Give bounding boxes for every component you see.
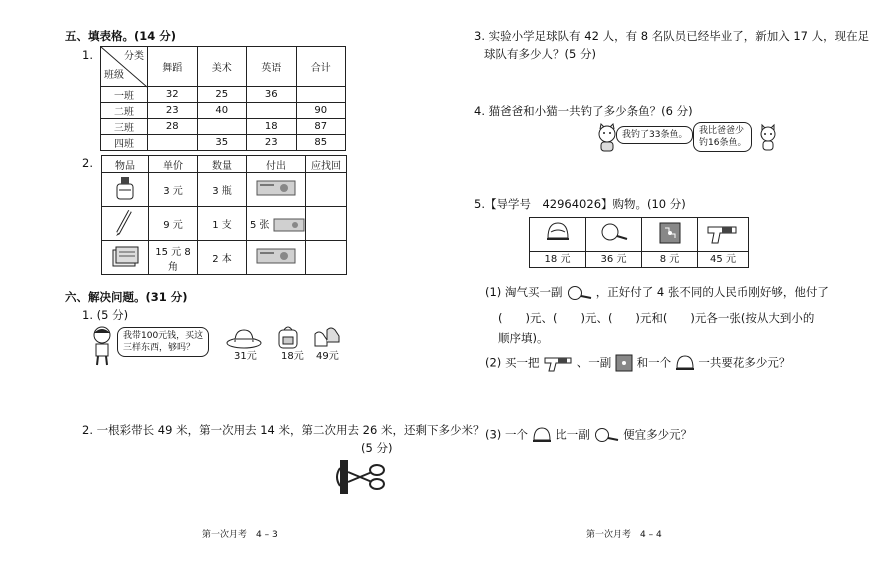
q2-number: 2. (82, 156, 93, 170)
q5-1-line1 (485, 284, 829, 301)
table-row (102, 207, 347, 241)
boy-speech-bubble (117, 327, 209, 357)
notebook-icon (109, 242, 141, 270)
table-header: 数量 (198, 156, 247, 173)
left-footer: 第一次月考 4 – 3 (202, 530, 278, 540)
table-cell: 18 (247, 119, 297, 135)
water-gun-price: 45 元 (698, 252, 749, 268)
q5-3-part-b: 比一副 (555, 427, 590, 442)
puzzle-price: 8 元 (642, 252, 698, 268)
banknote-icon (273, 218, 305, 232)
table-cell (247, 173, 306, 207)
table-row (101, 87, 346, 103)
table-cell: 90 (296, 103, 346, 119)
water-gun-icon (706, 221, 740, 245)
q5-2-part-a: (2) 买一把 (485, 355, 540, 370)
table-cell (197, 119, 247, 135)
backpack-icon (276, 324, 300, 350)
problem2-score: (5 分) (361, 441, 393, 455)
ping-pong-paddle-cell (586, 218, 642, 252)
banknote-icon (256, 180, 296, 196)
right-footer: 第一次月考 4 – 4 (586, 530, 662, 540)
q5-2-part-d: 一共要花多少元？ (698, 355, 791, 370)
table-cell: 3 瓶 (198, 173, 247, 207)
table-row (101, 135, 346, 151)
cat-father-bubble: 我钓了33条鱼。 (616, 126, 693, 144)
table-cell: 85 (296, 135, 346, 151)
table-cell (306, 207, 347, 241)
class-activity-table (100, 46, 346, 151)
scissors-ribbon-icon (334, 458, 386, 496)
kitten-bubble (693, 122, 752, 152)
table-cell: 1 支 (198, 207, 247, 241)
q5-3-part-a: (3) 一个 (485, 427, 528, 442)
ping-pong-paddle-icon (566, 285, 592, 301)
table-cell: 23 (247, 135, 297, 151)
helmet-cell (530, 218, 586, 252)
table-header: 应找回 (306, 156, 347, 173)
table-cell: 9 元 (149, 207, 198, 241)
table-cell (247, 207, 306, 241)
bubble-line: 我带100元钱，买这 (123, 331, 204, 341)
table-cell: 四班 (101, 135, 148, 151)
q5-1-part-b: ，正好付了 4 张不同的人民币刚好够，他付了 (595, 285, 829, 299)
table-cell (306, 241, 347, 275)
table-row (101, 119, 346, 135)
shoes-price: 49元 (316, 351, 339, 362)
table-cell (247, 103, 297, 119)
helmet-icon (532, 426, 552, 444)
problem4-text: 4. 猫爸爸和小猫一共钓了多少条鱼？(6 分) (474, 104, 693, 118)
hat-icon (226, 327, 262, 349)
q5-2-part-c: 和一个 (636, 355, 672, 370)
q1-number: 1. (82, 48, 93, 62)
table-cell (247, 241, 306, 275)
table-header: 合计 (296, 47, 346, 87)
bubble-line: 我比爸爸少 (699, 126, 745, 136)
table-row (102, 241, 347, 275)
table-header: 单价 (149, 156, 198, 173)
helmet-price: 18 元 (530, 252, 586, 268)
notebook-cell (102, 241, 149, 275)
table-header: 英语 (247, 47, 297, 87)
water-gun-cell (698, 218, 749, 252)
q5-2-part-b: 、一副 (576, 355, 612, 370)
q5-2-line (485, 354, 790, 372)
table-cell: 32 (148, 87, 198, 103)
table-header: 美术 (197, 47, 247, 87)
table-cell: 35 (197, 135, 247, 151)
table-cell: 25 (197, 87, 247, 103)
table-cell (296, 87, 346, 103)
shoes-icon (313, 324, 341, 350)
ping-pong-paddle-icon (599, 221, 629, 245)
table-cell: 40 (197, 103, 247, 119)
q5-1-line2: ( )元、( )元、( )元和( )元各一张(按从大到小的 (498, 311, 815, 325)
paddle-price: 36 元 (586, 252, 642, 268)
table-cell: 二班 (101, 103, 148, 119)
table-cell: 36 (247, 87, 297, 103)
water-gun-icon (543, 354, 573, 372)
backpack-price: 18元 (281, 351, 304, 362)
q5-1-line3: 顺序填)。 (498, 331, 549, 345)
table-cell: 23 (148, 103, 198, 119)
banknote-icon (256, 248, 296, 264)
helmet-icon (675, 354, 695, 372)
table-row (102, 173, 347, 207)
table-cell: 三班 (101, 119, 148, 135)
problem2-text: 2. 一根彩带长 49 米，第一次用去 14 米，第二次用去 26 米，还剩下多少米？ (82, 423, 485, 437)
table-cell: 87 (296, 119, 346, 135)
boy-icon (88, 324, 116, 366)
q5-3-line (485, 426, 692, 444)
table-header: 付出 (247, 156, 306, 173)
puzzle-icon (658, 221, 682, 245)
table-row (530, 252, 749, 268)
corner-top-label: 分类 (124, 51, 144, 62)
hat-price: 31元 (234, 351, 257, 362)
ping-pong-paddle-icon (593, 427, 619, 443)
problem1-label: 1. (5 分) (82, 308, 129, 322)
puzzle-cell (642, 218, 698, 252)
ink-bottle-cell (102, 173, 149, 207)
table-header: 物品 (102, 156, 149, 173)
ink-bottle-icon (110, 174, 140, 202)
table-cell: 15 元 8 角 (149, 241, 198, 275)
table-cell: 28 (148, 119, 198, 135)
pen-icon (110, 207, 140, 237)
table-cell: 3 元 (149, 173, 198, 207)
products-table (529, 217, 749, 268)
problem3-line1: 3. 实验小学足球队有 42 人，有 8 名队员已经毕业了，新加入 17 人，现在足 (474, 29, 869, 43)
pen-cell (102, 207, 149, 241)
problem5-title: 5.【导学号 42964026】购物。(10 分) (474, 197, 686, 211)
kitten-icon (756, 124, 780, 152)
corner-bottom-label: 班级 (104, 70, 124, 81)
section6-title: 六、解决问题。(31 分) (65, 290, 188, 304)
table-cell: 一班 (101, 87, 148, 103)
pay-count: 5 张 (250, 219, 270, 231)
helmet-icon (545, 220, 571, 246)
section5-title: 五、填表格。(14 分) (65, 29, 177, 43)
problem3-line2: 球队有多少人？(5 分) (484, 47, 596, 61)
table-cell (148, 135, 198, 151)
bubble-line: 三样东西，够吗？ (123, 343, 196, 353)
q5-1-part-a: (1) 淘气买一副 (485, 285, 563, 299)
table-corner-cell (101, 47, 148, 87)
table-row (101, 103, 346, 119)
table-header: 舞蹈 (148, 47, 198, 87)
table-cell: 2 本 (198, 241, 247, 275)
puzzle-icon (615, 354, 633, 372)
q5-3-part-c: 便宜多少元？ (623, 427, 693, 442)
bubble-line: 钓16条鱼。 (699, 138, 747, 148)
shopping-table (101, 155, 347, 275)
table-cell (306, 173, 347, 207)
